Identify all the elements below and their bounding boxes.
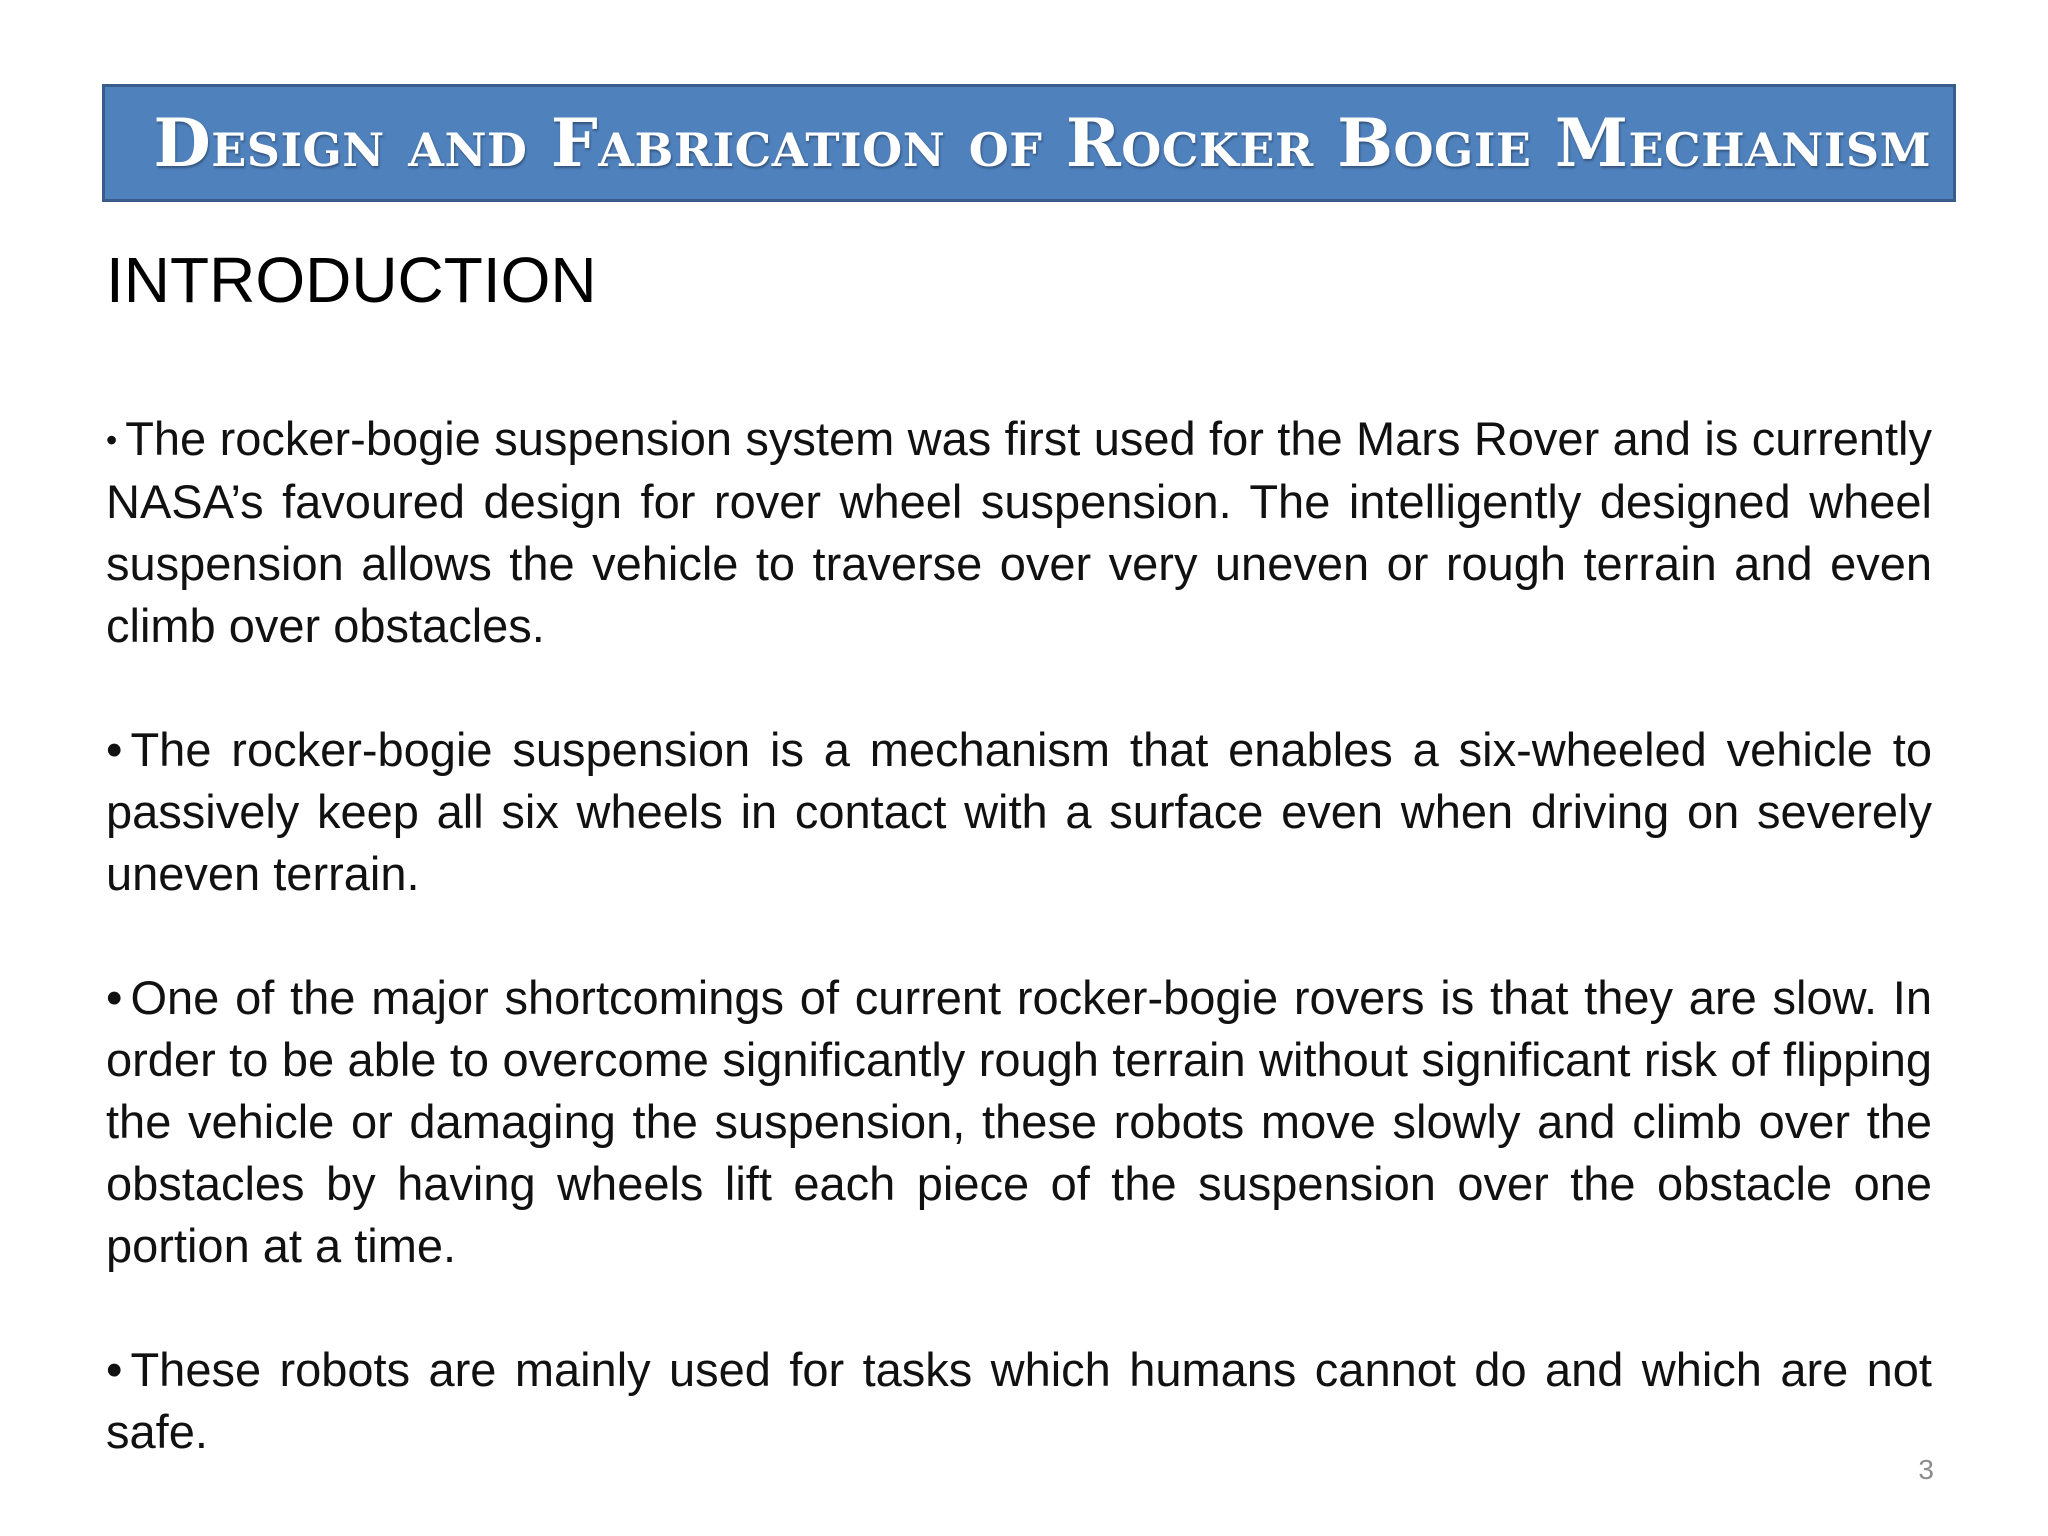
bullet-text: The rocker-bogie suspension system was first used for the Mars Rover and is currently NASA’s favoured design for rover wheel suspension. The intelligently designed wheel suspension allows the vehicle to traverse over very uneven or rough terrain and even climb over obstacles.: [106, 412, 1932, 652]
bullet-text: One of the major shortcomings of current rocker-bogie rovers is that they are slow. In order to be able to overcome significantly rough terrain without significant risk of flipping the vehicle or damaging the suspension, these robots move slowly and climb over the obstacles by having wheels lift each piece of the suspension over the obstacle one portion at a time.: [106, 971, 1932, 1272]
bullet-icon: •: [106, 422, 118, 458]
page-number: 3: [1918, 1454, 1934, 1485]
bullet-text: These robots are mainly used for tasks which humans cannot do and which are not safe.: [106, 1343, 1932, 1458]
bullet-item: [106, 1339, 1932, 1463]
bullet-item: [106, 719, 1932, 905]
bullet-icon: •: [106, 723, 123, 776]
bullet-item: [106, 967, 1932, 1277]
bullet-text: The rocker-bogie suspension is a mechanism that enables a six-wheeled vehicle to passively keep all six wheels in contact with a surface even when driving on severely uneven terrain.: [106, 723, 1932, 900]
bullet-icon: •: [106, 971, 123, 1024]
section-heading: INTRODUCTION: [106, 244, 597, 316]
bullet-list: [106, 408, 1932, 1463]
slide-title: Design and Fabrication of Rocker Bogie Mechanism: [153, 104, 1931, 182]
title-banner: [102, 84, 1956, 202]
bullet-icon: •: [106, 1343, 123, 1396]
bullet-item: [106, 408, 1932, 657]
